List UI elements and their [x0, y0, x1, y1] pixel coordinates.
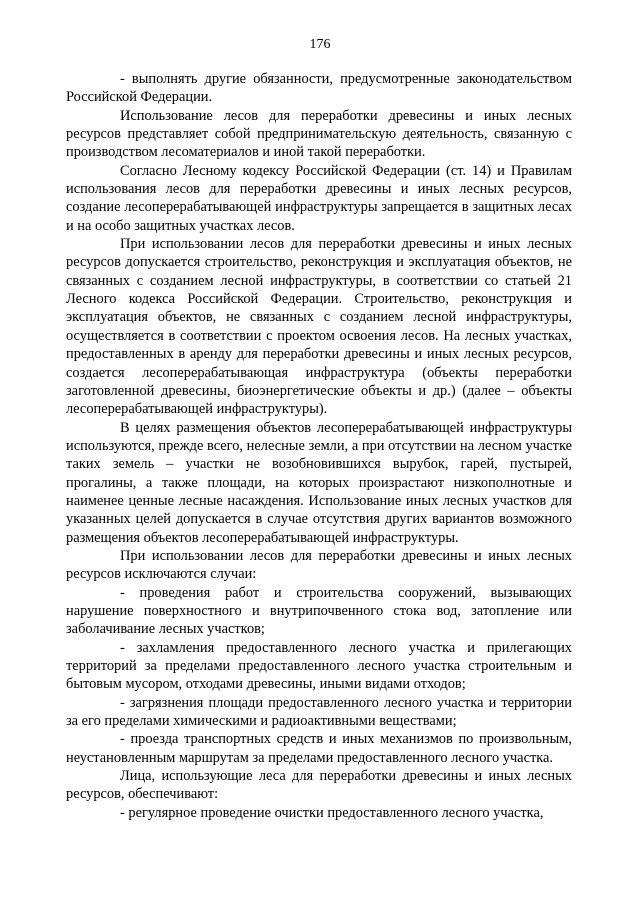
paragraph: Согласно Лесному кодексу Российской Федерации (ст. 14) и Правилам использования лесов для переработки древесины и иных лесных ресурсов, создание лесоперерабатывающей инфраструктуры запрещается в защитных лесах и на особо защитных участках лесов. — [66, 162, 572, 234]
paragraph: - проезда транспортных средств и иных механизмов по произвольным, неустановленным маршрутам за пределами предоставленного лесного участка. — [66, 731, 572, 766]
paragraph: Лица, использующие леса для переработки древесины и иных лесных ресурсов, обеспечивают: — [66, 768, 572, 803]
paragraph: При использовании лесов для переработки древесины и иных лесных ресурсов допускается строительство, реконструкция и эксплуатация объектов, не связанных с созданием лесной инфраструктуры, в соответствии со статьей 21 Лесного кодекса Российской Федерации. Строительство, реконструкция и эксплуатация объектов, не связанных с созданием лесной инфраструктуры, осуществляется в соответствии с проектом освоения лесов. На лесных участках, предоставленных в аренду для переработки древесины и иных лесных ресурсов, создается лесоперерабатывающая инфраструктура (объекты переработки заготовленной древесины, биоэнергетические объекты и др.) (далее – объекты лесоперерабатывающей инфраструктуры). — [66, 236, 572, 418]
paragraph: При использовании лесов для переработки древесины и иных лесных ресурсов исключаются случаи: — [66, 547, 572, 583]
paragraph: - загрязнения площади предоставленного лесного участка и территории за его пределами химическими и радиоактивными веществами; — [66, 694, 572, 730]
paragraph: - регулярное проведение очистки предоставленного лесного участка, — [120, 804, 544, 821]
paragraph: - проведения работ и строительства сооружений, вызывающих нарушение поверхностного и внутрипочвенного стока вод, затопление или заболачивание лесных участков; — [66, 584, 572, 638]
paragraph: - захламления предоставленного лесного участка и прилегающих территорий за пределами предоставленного лесного участка строительным и бытовым мусором, отходами древесины, иными видами отходов; — [66, 639, 572, 693]
body-text — [66, 70, 572, 822]
paragraph: - выполнять другие обязанности, предусмотренные законодательством Российской Федерации. — [66, 71, 572, 106]
page-number: 176 — [309, 37, 331, 52]
paragraph: В целях размещения объектов лесоперерабатывающей инфраструктуры используются, прежде всего, нелесные земли, а при отсутствии на лесном участке таких земель – участки не возобновившихся вырубок, гарей, пустырей, прогалины, а также площади, на которых произрастают низкополнотные и наименее ценные лесные насаждения. Использование иных лесных участков для указанных целей допускается в случае отсутствия других вариантов возможного размещения объектов лесоперерабатывающей инфраструктуры. — [66, 419, 572, 546]
paragraph: Использование лесов для переработки древесины и иных лесных ресурсов представляет собой предпринимательскую деятельность, связанную с производством лесоматериалов и иной такой переработки. — [66, 107, 572, 161]
